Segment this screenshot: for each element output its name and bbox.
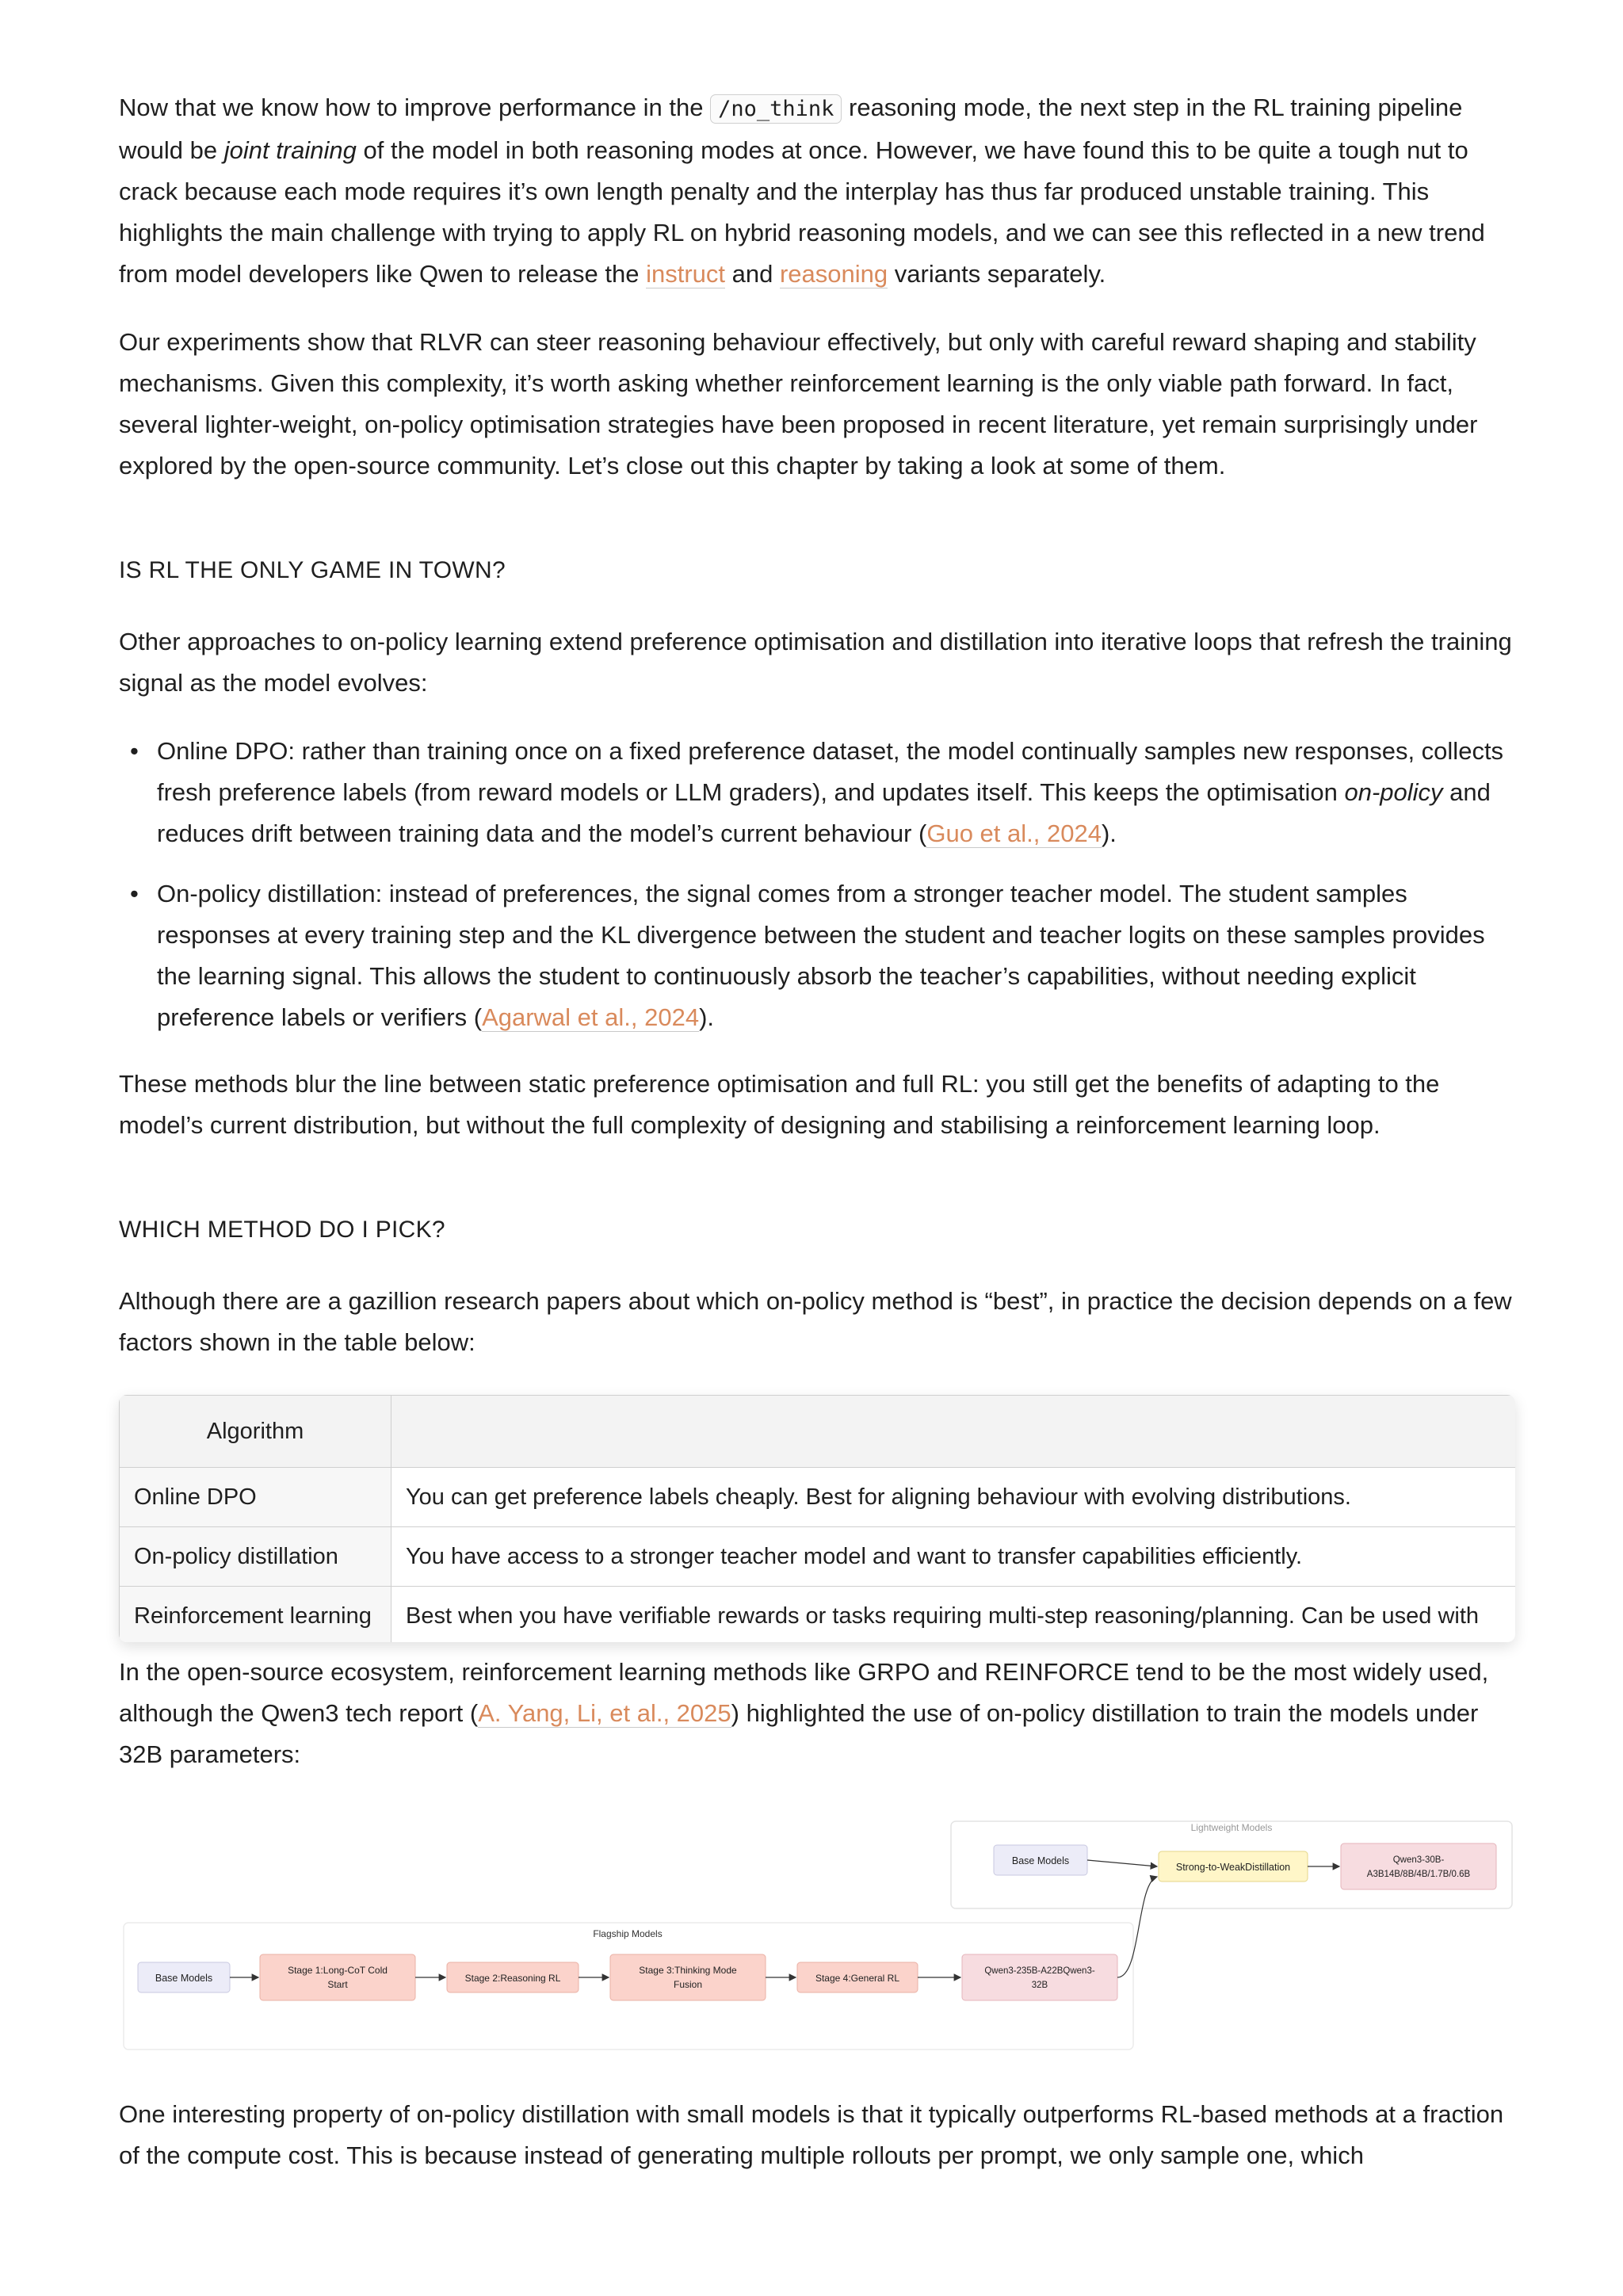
svg-text:Qwen3-30B-: Qwen3-30B- <box>1392 1855 1445 1865</box>
paragraph-blur-line: These methods blur the line between static preference optimisation and full RL: you still get the benefits of adapting to the model’s current distribution, but without the full complexity of designing and stabilising a reinforcement learning loop. <box>119 1070 1440 1139</box>
article-body <box>119 87 1514 2176</box>
paragraph-on-policy-property: One interesting property of on-policy distillation with small models is that it typically outperforms RL-based methods at a fraction of the compute cost. This is because instead of generating multiple rollouts per prompt, we only sample one, which <box>119 2100 1504 2169</box>
instruct-link[interactable]: instruct <box>646 260 726 288</box>
column-header-when <box>391 1396 1516 1468</box>
stage-1-node <box>260 1954 415 2000</box>
column-header-algorithm: Algorithm <box>120 1396 391 1468</box>
on-policy-methods-list <box>119 731 1514 1038</box>
section-heading-rl-only-game: IS RL THE ONLY GAME IN TOWN? <box>119 557 506 583</box>
table-row: Reinforcement learning Best when you have verifiable rewards or tasks requiring multi-step reasoning/planning. Can be used with <box>120 1587 1516 1643</box>
list-item: • Online DPO: rather than training once on a fixed preference dataset, the model continually samples new responses, collects fresh preference labels (from reward models or LLM graders), and updates itself. This keeps the optimisation on-policy and reduces drift between training data and the model’s current behaviour (Guo et al., 2024). <box>130 737 1504 847</box>
svg-text:Strong-to-WeakDistillation: Strong-to-WeakDistillation <box>1175 1862 1291 1873</box>
agarwal-2024-citation-link[interactable]: Agarwal et al., 2024 <box>482 1003 700 1031</box>
table-row: On-policy distillation You have access to a stronger teacher model and want to transfer capabilities efficiently. <box>120 1527 1516 1587</box>
svg-text:Stage 3:Thinking Mode: Stage 3:Thinking Mode <box>639 1965 737 1976</box>
section-heading-which-method: WHICH METHOD DO I PICK? <box>119 1217 445 1243</box>
svg-text:32B: 32B <box>1031 1981 1048 1990</box>
svg-text:A3B14B/8B/4B/1.7B/0.6B: A3B14B/8B/4B/1.7B/0.6B <box>1366 1870 1471 1879</box>
table-header-row <box>120 1396 1516 1468</box>
table-row: Online DPO You can get preference labels cheaply. Best for aligning behaviour with evolving distributions. <box>120 1468 1516 1527</box>
guo-2024-citation-link[interactable]: Guo et al., 2024 <box>926 819 1102 847</box>
list-item: • On-policy distillation: instead of preferences, the signal comes from a stronger teacher model. The student samples responses at every training step and the KL divergence between the student and teacher logits on these samples provides the learning signal. This allows the student to continuously absorb the teacher’s capabilities, without needing explicit preference labels or verifiers (Agarwal et al., 2024). <box>130 880 1485 1031</box>
reasoning-link[interactable]: reasoning <box>779 260 888 288</box>
svg-text:Start: Start <box>327 1979 348 1990</box>
svg-text:Stage 1:Long-CoT Cold: Stage 1:Long-CoT Cold <box>288 1965 388 1976</box>
svg-text:Base Models: Base Models <box>155 1973 213 1984</box>
method-comparison-table[interactable] <box>119 1395 1515 1642</box>
no-think-code: /no_think <box>710 94 842 124</box>
lw-output-node <box>1341 1843 1496 1889</box>
svg-text:Base Models: Base Models <box>1011 1855 1070 1866</box>
paragraph-other-approaches: Other approaches to on-policy learning extend preference optimisation and distillation into iterative loops that refresh the training signal as the model evolves: <box>119 628 1512 697</box>
svg-text:Fusion: Fusion <box>673 1979 703 1990</box>
paragraph-joint-training: Now that we know how to improve performance in the /no_think reasoning mode, the next step in the RL training pipeline would be joint training of the model in both reasoning modes at once. However, we have found this to be quite a tough nut to crack because each mode requires it’s own length penalty and the interplay has thus far produced unstable training. This highlights the main challenge with trying to apply RL on hybrid reasoning models, and we can see this reflected in a new trend from model developers like Qwen to release the instruct and reasoning variants separately. <box>119 94 1485 288</box>
qwen3-training-pipeline-diagram <box>119 1820 1514 2057</box>
paragraph-open-source: In the open-source ecosystem, reinforcement learning methods like GRPO and REINFORCE tend to be the most widely used, although the Qwen3 tech report (A. Yang, Li, et al., 2025) highlighted the use of on-policy distillation to train the models under 32B parameters: <box>119 1658 1489 1768</box>
flagship-group-title: Flagship Models <box>593 1928 663 1939</box>
paragraph-gazillion: Although there are a gazillion research papers about which on-policy method is “best”, in practice the decision depends on a few factors shown in the table below: <box>119 1287 1512 1356</box>
fl-output-node <box>962 1954 1117 2000</box>
lightweight-group-title: Lightweight Models <box>1190 1822 1273 1833</box>
svg-text:Stage 2:Reasoning RL: Stage 2:Reasoning RL <box>464 1973 561 1984</box>
stage-3-node <box>610 1954 766 2000</box>
paragraph-experiments: Our experiments show that RLVR can steer reasoning behaviour effectively, but only with careful reward shaping and stability mechanisms. Given this complexity, it’s worth asking whether reinforcement learning is the only viable path forward. In fact, several lighter-weight, on-policy optimisation strategies have been proposed in recent literature, yet remain surprisingly under explored by the open-source community. Let’s close out this chapter by taking a look at some of them. <box>119 328 1478 479</box>
svg-text:Qwen3-235B-A22BQwen3-: Qwen3-235B-A22BQwen3- <box>984 1966 1095 1976</box>
svg-text:Stage 4:General RL: Stage 4:General RL <box>815 1973 900 1984</box>
yang-2025-citation-link[interactable]: A. Yang, Li, et al., 2025 <box>478 1699 731 1727</box>
